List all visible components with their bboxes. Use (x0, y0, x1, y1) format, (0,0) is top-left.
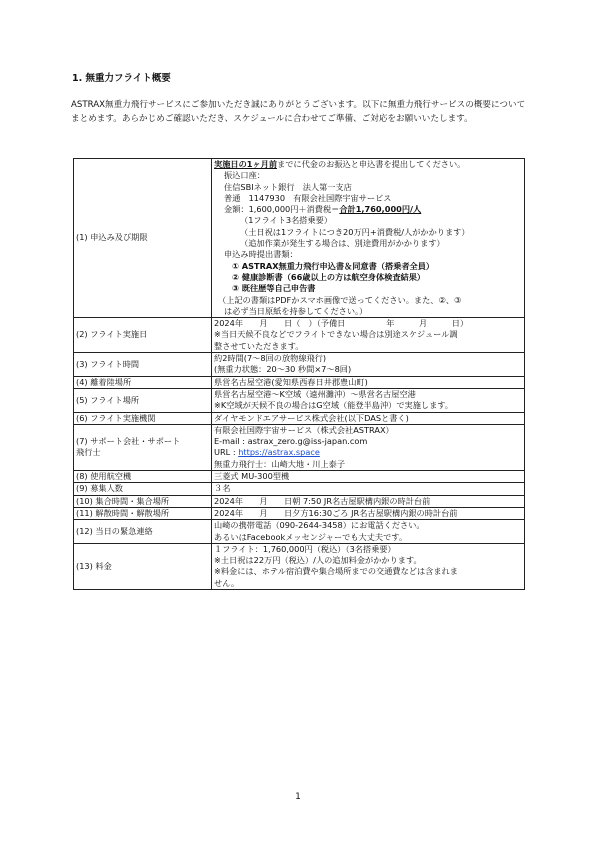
overview-table (73, 158, 525, 590)
row-label: (4) 離着陸場所 (74, 376, 212, 388)
row-label: (1) 申込み及び期限 (74, 159, 212, 318)
table-row (74, 412, 525, 424)
row-label: (8) 使用航空機 (74, 471, 212, 483)
label-line: (7) サポート会社・サポート (76, 436, 181, 447)
table-row (74, 543, 525, 589)
amount-text: 金額：1,600,000円＋消費税＝ (224, 204, 340, 215)
row-label: (11) 解散時間・解散場所 (74, 507, 212, 519)
row-label: (2) フライト実施日 (74, 318, 212, 353)
table-row (74, 495, 525, 507)
text-line: 振込口座： (224, 170, 265, 181)
row-label: (9) 募集人数 (74, 483, 212, 495)
deadline-text: までに代金のお振込と申込書を提出してください。 (277, 159, 466, 169)
text-line: （上記の書類はPDFかスマホ画像で送ってください。また、②、③ (218, 294, 462, 305)
page-number: 1 (295, 792, 301, 802)
text-line: １フライト：1,760,000円（税込）（3名搭乗要） (214, 543, 396, 554)
required-document: ① ASTRAX無重力飛行申込書＆同意書（搭乗者全員） (232, 260, 435, 271)
section-heading: 1. 無重力フライト概要 (72, 73, 171, 84)
text-line: 県営名古屋空港(愛知県西春日井郡豊山町) (214, 376, 368, 387)
email-text: E-mail : astrax_zero.g@iss-japan.com (214, 436, 368, 447)
text-line: （土日祝は1フライトにつき20万円+消費税/人がかかります） (240, 226, 470, 237)
text-line: （1フライト3名搭乗要） (240, 215, 333, 226)
row-label: (12) 当日の緊急連絡 (74, 520, 212, 544)
meeting-cell (212, 495, 525, 507)
table-row (74, 507, 525, 519)
text-line: 約2時間(7～8回の放物線飛行) (214, 353, 327, 364)
flight-time-cell (212, 353, 525, 377)
deadline-emphasis: 実施日の1ヶ月前 (214, 159, 278, 169)
table-row (74, 471, 525, 483)
flight-date-cell (212, 318, 525, 353)
text-line: ３名 (214, 483, 231, 494)
table-row (74, 424, 525, 470)
text-line: 2024年 月 日朝 7:50 JR名古屋駅構内銀の時計台前 (214, 495, 431, 506)
row-label: (6) フライト実施機関 (74, 412, 212, 424)
text-line: （追加作業が発生する場合は、別途費用がかかります） (240, 238, 445, 249)
text-line: 無重力飛行士：山崎大地・川上泰子 (214, 458, 346, 469)
website-link[interactable]: https://astrax.space (238, 447, 320, 458)
capacity-cell (212, 483, 525, 495)
text-line: ※料金には、ホテル宿泊費や集合場所までの交通費などは含まれま (214, 566, 458, 577)
table-row (74, 520, 525, 544)
row-label: (3) フライト時間 (74, 353, 212, 377)
support-company-cell (212, 424, 525, 470)
aircraft-cell (212, 471, 525, 483)
text-line: ※土日祝は22万円（税込）/人の追加料金がかかります。 (214, 555, 422, 566)
text-line: ダイヤモンドエアサービス株式会社(以下DASと書く) (214, 412, 409, 423)
text-line: 2024年 月 日夕方16:30ごろ JR名古屋駅構内銀の時計台前 (214, 507, 458, 518)
text-line: ※K空域が天候不良の場合はG空域（能登半島沖）で実施します。 (214, 400, 453, 411)
row-label (74, 424, 212, 470)
label-line: 飛行士 (76, 447, 101, 458)
text-line: 住信SBIネット銀行 法人第一支店 (224, 181, 352, 192)
required-document: ③ 既往歴等自己申告書 (232, 283, 316, 294)
text-line: 普通 1147930 有限会社国際宇宙サービス (224, 192, 392, 203)
text-line: は必ず当日原紙を持参してください。） (224, 305, 368, 316)
text-line: 県営名古屋空港～K空域（遠州灘沖）～県営名古屋空港 (214, 388, 416, 399)
table-row (74, 388, 525, 412)
dismissal-cell (212, 507, 525, 519)
text-line: ※当日天候不良などでフライトできない場合は別途スケジュール調 (214, 329, 458, 340)
text-line: 山崎の携帯電話（090-2644-3458）にお電話ください。 (214, 520, 425, 531)
table-row (74, 483, 525, 495)
table-row (74, 318, 525, 353)
text-line: 整させていただきます。 (214, 340, 304, 351)
flight-area-cell (212, 388, 525, 412)
row-label: (13) 料金 (74, 543, 212, 589)
total-amount: 合計1,760,000円/人 (339, 204, 422, 215)
operator-cell (212, 412, 525, 424)
table-row (74, 376, 525, 388)
text-line: あるいはFacebookメッセンジャーでも大丈夫です。 (214, 531, 408, 542)
text-line: (無重力状態：20～30 秒間×7～8回) (214, 364, 352, 375)
table-row (74, 353, 525, 377)
row-label: (5) フライト場所 (74, 388, 212, 412)
text-line: 三菱式 MU-300型機 (214, 471, 290, 482)
emergency-contact-cell (212, 520, 525, 544)
intro-paragraph: ASTRAX無重力飛行サービスにご参加いただき誠にありがとうございます。以下に無重力飛行サービスの概要についてまとめます。あらかじめご確認いただき、スケジュールに合わせてご準備、ご対応をお願いいたします。 (71, 100, 526, 125)
text-line: 2024年 月 日（ ）（予備日 年 月 日） (214, 318, 469, 329)
text-line: 申込み時提出書類： (224, 249, 298, 260)
airport-cell (212, 376, 525, 388)
url-label: URL : (214, 447, 239, 458)
fee-cell (212, 543, 525, 589)
table-row (74, 159, 525, 318)
application-deadline-cell (212, 159, 525, 318)
required-document: ② 健康診断書（66歳以上の方は航空身体検査結果） (232, 271, 426, 282)
text-line: 有限会社国際宇宙サービス（株式会社ASTRAX） (214, 424, 394, 435)
row-label: (10) 集合時間・集合場所 (74, 495, 212, 507)
text-line: せん。 (214, 577, 240, 588)
